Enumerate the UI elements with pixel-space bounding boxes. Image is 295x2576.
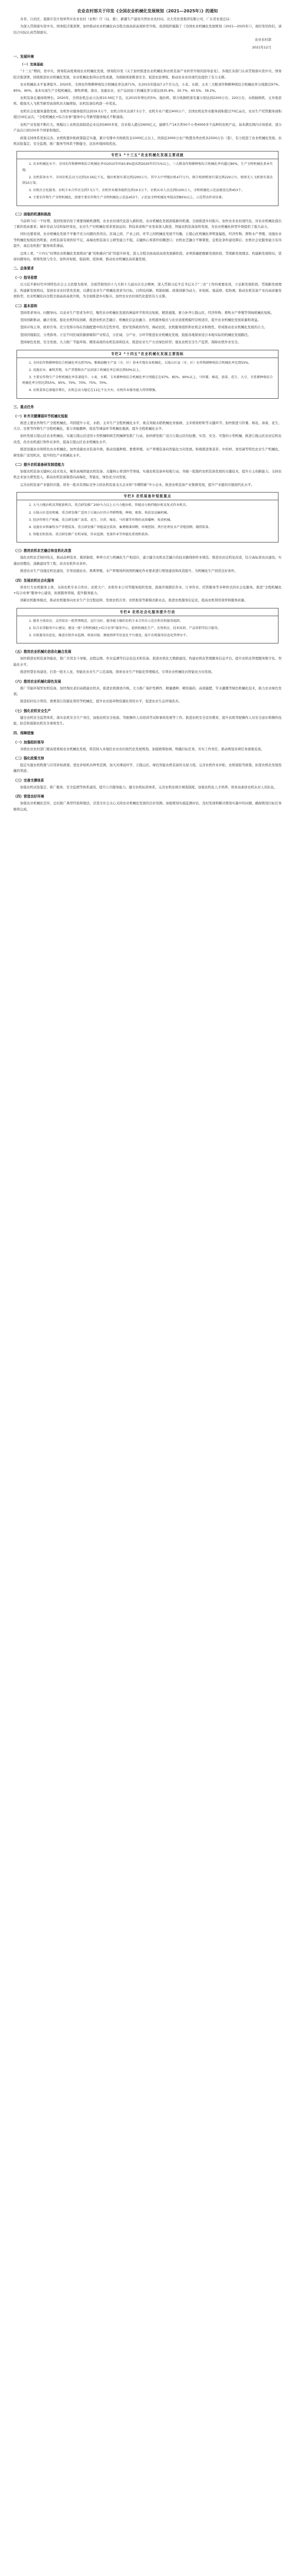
feature-box-paragraph: 3. 农机社会化服务。农机专业合作社达到7.5万个，农机作业服务组织达到19.5万个，农机从业人员达到5100万人，全程机械化示范县建设达到453个。	[29, 189, 244, 193]
body-paragraph: 农机社会化服务蓬勃发展。农机作业服务组织达到19.5万个，农机合作社达到7.5万个，农机专业户超过400万户，全国农机化作业服务面积超过70亿亩次，农业生产托管服务面积超过16亿亩次。“全程机械化+综合农事”服务中心等新型服务模式不断涌现。	[13, 109, 282, 120]
content-block-2	[13, 211, 282, 346]
body-paragraph: 加强农机装备关键核心技术攻关，聚焦高端智能农机装备、关键核心零部件等领域，实施农机装备补短板行动，突破一批制约农机装备发展的关键技术，提升自主创新能力。支持农机企业加大研发投入，推动农机装备制造向高端化、智能化、绿色化方向发展。	[13, 469, 282, 480]
intro-paragraph: 为深入贯彻落实党中央、国务院决策部署，加快推动农业机械化向全程全面高质高效转型升级，我部组织编制了《全国农业机械化发展规划（2021—2025年）》，现印发给你们，请结合实际认真贯彻落实。	[13, 24, 282, 35]
body-paragraph: 推进秸秆综合利用、畜禽粪污资源化利用等机械化，提升农业废弃物资源化利用水平，促进农业生态环境改善。	[20, 699, 182, 704]
feature-box-title: 专栏4 农机社会化服务提升行动	[17, 608, 278, 616]
feature-box-paragraph: 4. 设施农业和畜牧水产养殖装备。重点研发推广智能温室装备、畜禽精准饲喂、环境控制、粪污处理及水产养殖投喂、捕捞装备。	[29, 525, 212, 529]
body-paragraph: 同时也要看到，农业机械化发展不平衡不充分问题仍然突出。区域之间、产业之间、环节之间机械化发展不均衡，丘陵山区机械化率明显偏低，经济作物、畜牧水产养殖、设施农业等机械化短板依然明显；农机装备有效供给不足，高端农机装备自主研发能力不强，关键核心零部件依赖进口；农机农艺融合不够紧密，宜机化条件建设滞后；农机社会化服务能力有待提升，基层农机推广服务体系薄弱。	[13, 232, 282, 248]
document-title: 农业农村部关于印发《全国农业机械化发展规划（2021—2025年）》的通知	[77, 9, 218, 13]
section-heading: （三）完善支撑体系	[13, 778, 44, 783]
feature-box-title: 专栏1 “十三五”农业机械化发展主要成就	[17, 151, 278, 159]
section-heading: 四、保障措施	[13, 731, 34, 735]
feature-box	[17, 350, 278, 399]
section-heading: （六）推进农业机械化绿色发展	[13, 679, 61, 684]
body-paragraph: 总体上看，“十四五”时期农业机械化发展将由“量”的积累向“质”的提升转变，进入全程全面高质高效发展新阶段。必须准确把握新发展阶段、贯彻新发展理念、构建新发展格局，坚持问题导向，统筹发展与安全，加快补短板、强弱项、促协调，推动农业机械化高质量发展。	[13, 251, 282, 261]
body-paragraph: 推进主要农作物生产全程机械化。巩固提升小麦、水稻、玉米生产全程机械化水平，重点突破水稻机械化育插秧、玉米机收籽粒等关键环节。加快推进马铃薯、棉花、油菜、花生、大豆、甘蔗等作物生产全程机械化，着力突破播种、收获等薄弱环节机械化瓶颈，提升全程机械化水平。	[13, 420, 282, 431]
feature-box-paragraph: 3. 农机服务信息化。推进农机作业监测、供需对接、调度指挥等信息化平台建设，提升农机服务信息化管理水平。	[29, 634, 190, 638]
section-heading: （三）推进农机农艺融合和宜机化改造	[13, 549, 72, 553]
feature-box-paragraph: 2. 综合农事服务中心建设。建设一批“全程机械化+综合农事”服务中心，提供机械化生产、农资供应、技术培训、产品营销等综合服务。	[29, 626, 221, 630]
body-paragraph: 以习近平新时代中国特色社会主义思想为指导，全面贯彻党的十九大和十九届历次全会精神，深入贯彻习近平总书记关于“三农”工作的重要论述，立足新发展阶段、贯彻新发展理念、构建新发展格局，坚持农业农村优先发展，以满足农业生产机械化需求为目标，以科技创新、机制创新、政策创新为动力，补短板、强弱项、促协调，推动农机装备产业向高质量发展转型、农业机械化向全程全面高质高效升级，为全面推进乡村振兴、加快农业农村现代化提供有力支撑。	[13, 282, 282, 299]
body-paragraph: 坚持市场主导、政府引导。充分发挥市场在资源配置中的决定性作用，更好发挥政府作用，调动农民、农机服务组织和农机企业积极性，形成推动农业机械化发展的合力。	[20, 325, 268, 330]
body-paragraph: 培育壮大农机服务主体，支持农机专业合作社、农机大户、农机作业公司等服务组织发展，鼓励开展跨区作业、订单作业、托管服务等多种形式的社会化服务。推进“全程机械化+综合农事”服务中心建设，拓展服务领域，提升服务能力。	[13, 585, 282, 595]
feature-box-paragraph: 4. 主要农作物生产全程机械化。创建主要农作物生产全程机械化示范县453个，示范县全程机械化率提高到85%以上，示范带动作用显著。	[29, 196, 225, 200]
section-heading: （四）发展农机社会化服务	[13, 578, 55, 583]
section-heading: （一）加强组织领导	[13, 740, 44, 744]
body-paragraph: 坚持需求导向、问题导向。以农业生产需求为牵引，聚焦农业机械化发展的薄弱环节和突出短板，精准施策，着力补齐丘陵山区、经济作物、畜牧水产养殖等领域机械化短板。	[20, 310, 274, 315]
body-paragraph: 健全农机安全监管体系，落实农机安全生产责任，加强农机安全检验、驾驶操作人员培训考试和事故处理等工作。推进农机安全宣传教育，提升农机驾驶操作人员安全意识和操作技能，防范和遏制农机安全事故发生。	[13, 715, 282, 726]
body-paragraph: 农机产业发展不断壮大。规模以上农机装备制造企业达到1800多家，营业收入超过2600亿元，能够生产14大类50个小类4000多个品种的农机产品，基本满足国内市场需求，部分产品出口到150多个国家和地区。	[13, 122, 282, 133]
section-heading: 二、总体要求	[13, 266, 34, 271]
feature-box-paragraph: 5. 智能农机装备。重点研发推广农机导航、作业监测、变量作业等智能化系统和装备。	[29, 533, 151, 537]
section-heading: （二）提升农机装备研发制造能力	[13, 463, 64, 467]
intro-date: 2021年12月	[252, 45, 271, 49]
section-heading: 三、重点任务	[13, 404, 34, 409]
section-heading: （二）基本原则	[13, 303, 38, 308]
body-paragraph: 政策支持体系更加完善。农机购置补贴政策稳定实施，累计安排中央财政资金1000亿元以上，扶持近2000万农户购置各类农机具2500万台（套），有力促进了农业机械化发展。农机试验鉴定、安全监理、推广服务等体系不断健全，法治环境持续优化。	[13, 135, 282, 146]
body-paragraph: 推进智慧农场建设，打造一批无人化、智能化农业生产示范基地，探索农业生产智能化管理模式，引领农业机械化向智能化方向发展。	[20, 670, 215, 674]
body-paragraph: 加强农业机械化宣传，总结推广典型经验和做法，营造全社会关心支持农业机械化发展的良好氛围。加强规划实施监测评估，及时发现和解决规划实施中的问题，确保规划目标任务顺利完成。	[13, 801, 282, 811]
body-paragraph: 农机装备总量持续增长。2020年，全国农机总动力达到10.56亿千瓦，比2015年增长约5%。拖拉机、联合收割机保有量分别达到2200万台、220万台，水稻插秧机、玉米收获机、植保无人飞机等新型高效机具大幅增加，农机装备结构进一步优化。	[13, 96, 282, 106]
feature-box-paragraph: 1. 大马力拖拉机及其配套机具。重点研发推广200马力以上大马力拖拉机、智能动力换挡拖拉机及复式作业机具。	[29, 503, 189, 507]
intro-paragraph: 各省、自治区、直辖市及计划单列市农业农村（农牧）厅（局、委），新疆生产建设兵团农业农村局，北大荒农垦集团有限公司、广东省农垦总局：	[20, 17, 233, 21]
section-heading: （一）指导思想	[13, 276, 38, 280]
body-paragraph: “十三五”期间，党中央、国务院高度重视农业机械化发展，国务院印发《关于加快推进农业机械化和农机装备产业转型升级的指导意见》，各地区各部门认真贯彻落实党中央、国务院决策部署，持续推进农业机械化发展，农业机械化取得历史性成就，为保障国家粮食安全、促进农民增收、推动农业农村现代化提供了有力支撑。	[13, 69, 282, 79]
section-heading: （一）补齐关键薄弱环节机械化短板	[13, 414, 68, 418]
body-paragraph: 农业机械化水平显著提升。2020年，全国农作物耕种收综合机械化率达到71%，比2015年提高7.2个百分点，小麦、水稻、玉米三大粮食作物耕种收综合机械化率分别超过97%、85%、90%，基本实现生产全程机械化。畜牧养殖、渔业、设施农业、农产品初加工机械化率分别达到35.8%、30.7%、40.5%、39.2%。	[13, 82, 282, 93]
feature-box-title: 专栏3 农机装备补短板重点	[17, 493, 278, 500]
feature-box-body	[17, 616, 278, 643]
subsection-heading: （一）发展基础	[20, 62, 43, 67]
section-heading: （五）推进农业机械化信息化融合发展	[13, 650, 72, 654]
body-paragraph: 强化农机农艺协同攻关，推动品种选育、栽培制度、种养方式与机械化生产相适应，建立健全农机农艺融合的技术路线和作业规范。推进农田宜机化改造，结合高标准农田建设，实施田块整治、道路建设等工程，改善农机作业条件。	[13, 555, 282, 566]
feature-box-paragraph: 4. 农机装备总量稳步增长，农机总动力稳定在11亿千瓦左右，农机作业服务能力持续增强。	[29, 388, 158, 393]
body-paragraph: 加快发展丘陵山区农业机械化。实施丘陵山区适用小型机械和园艺机械研发推广行动，加快研发推广适合丘陵山区的轻便、实用、安全、可靠的小型机械，推进丘陵山区农田宜机化改造，改善农机通行和作业条件，提高丘陵山区农业机械化水平。	[13, 434, 282, 444]
feature-box-paragraph: 2. 设施农业、畜牧养殖、水产养殖和农产品初加工机械化率总体达到50%以上。	[29, 368, 142, 372]
content-block-4	[13, 548, 282, 603]
feature-box-paragraph: 3. 主要农作物生产全程机械化率显著提升，小麦、水稻、玉米耕种收综合机械化率分别稳定在97%、85%、90%以上，马铃薯、棉花、油菜、花生、大豆、甘蔗耕种收综合机械化率分别达到55%、95%、70%、70%、75%、70%。	[22, 376, 273, 385]
section-heading: （四）营造良好环境	[13, 794, 44, 799]
body-paragraph: 创新农机服务模式，推动农机服务向农业生产全过程延伸，发展农机共享、农机租赁等新模式新业态，推进农机服务信息化，提高农机利用效率和服务质量。	[20, 598, 248, 603]
feature-box-paragraph: 1. 农业机械化水平。全国农作物耕种收综合机械化率由2015年的63.8%提高到2020年的71%以上，三大粮食作物耕种收综合机械化率均超过80%，生产全程机械化基本实现。	[22, 162, 273, 172]
body-paragraph: 稳定实施农机购置与应用补贴政策，优化补贴机具种类范围，加大对薄弱环节、丘陵山区、绿色智能农机装备的支持力度。完善农机作业补贴、农机保险等政策，拓宽农机化发展投融资渠道。	[13, 763, 282, 773]
feature-box-body	[17, 500, 278, 542]
body-paragraph: 完善农机装备产业链供应链，培育一批具有国际竞争力的农机装备龙头企业和“专精特新”中小企业，推进农机装备产业集群发展，提升产业链供应链现代化水平。	[20, 482, 254, 487]
feature-box-paragraph: 2. 丘陵山区适用机械。重点研发推广适用于丘陵山区的小型耕整地、种植、植保、收获及运输机械。	[29, 511, 170, 515]
body-paragraph: 坚持绿色发展、安全发展。大力推广节能环保、精准高效的农机装备和技术，推进农业生产方式绿色转型；强化农机安全生产监管，保障农机作业安全。	[20, 340, 241, 345]
body-paragraph: 当前和今后一个时期，我国发展仍处于重要战略机遇期，农业农村现代化进入新阶段，农业机械化发展面临新的机遇。全面推进乡村振兴、加快农业农村现代化，对农业机械化提出了新的更高要求；城乡劳动力结构加快变化，农业生产对机械化需求更加迫切；科技革命和产业变革深入推进，智能农机装备加快发展，为农业机械化转型升级提供了强大动力。	[13, 218, 282, 229]
body-paragraph: 坚持创新驱动、融合发展。强化农机科技创新，推进农机农艺融合、机械化信息化融合、农机服务模式与农业适度规模经营相适应，提升农业机械化发展质量和效益。	[20, 318, 261, 322]
body-paragraph: 加快推进农机装备智能化，推广应用北斗导航、远程运维、作业监测等信息化技术和装备。推进农机化大数据建设，构建农机化管理服务信息平台，提升农机化管理服务数字化、智能化水平。	[13, 656, 282, 667]
body-paragraph: 各级农业农村部门要高度重视农业机械化发展，将其纳入本地区农业农村现代化发展规划，加强统筹协调，明确目标任务，压实工作责任，推动规划各项任务落地见效。	[20, 747, 264, 751]
intro-block	[13, 16, 282, 50]
feature-box	[17, 492, 278, 543]
feature-box-title: 专栏2 “十四五”农业机械化发展主要指标	[17, 350, 278, 358]
feature-box	[17, 151, 278, 206]
section-heading: （二）强化政策支持	[13, 756, 44, 761]
feature-box-paragraph: 3. 经济作物生产机械。重点研发推广油菜、花生、甘蔗、棉花、马铃薯等作物的高效播种、收获机械。	[29, 518, 174, 522]
section-heading: 一、发展环境	[13, 55, 34, 59]
feature-box-body	[17, 358, 278, 398]
feature-box-body	[17, 159, 278, 205]
content-block-3	[13, 404, 282, 488]
body-paragraph: 坚持因地制宜、分类指导。立足不同区域资源禀赋和产业特点，分区域、分产业、分环节推进农业机械化发展，鼓励各地探索适合本地实际的机械化发展路径。	[20, 332, 251, 337]
feature-box-paragraph: 2. 农机装备水平。全国农机总动力达到10.56亿千瓦，拖拉机保有量达到2200万台，其中大中型拖拉机477万台，联合收割机保有量达到220万台，植保无人飞机保有量达到10万架。	[22, 175, 273, 185]
section-heading: （七）强化农机安全生产	[13, 708, 51, 713]
feature-box-paragraph: 1. 服务主体培育。支持培育一批管理规范、运行良好、服务能力强的农机专业合作社示范社和农机服务组织。	[29, 619, 183, 623]
body-paragraph: 推广节能环保型农机装备，加快淘汰老旧高耗能农机具，推进农机排放升级。大力推广保护性耕作、精量播种、精准施药、高效施肥、节水灌溉等绿色机械化技术，助力农业绿色发展。	[13, 686, 282, 696]
content-block-5	[13, 649, 282, 812]
feature-box-paragraph: 1. 全国农作物耕种收综合机械化率达到75%，粮棉油糖主产县（市、区）基本实现农业机械化，丘陵山区县（市、区）农作物耕种收综合机械化率达到55%。	[29, 361, 252, 365]
section-heading: （二）面临的机遇和挑战	[13, 212, 51, 216]
body-paragraph: 推进农业生产设施宜机化建设，引导设施农业、畜禽养殖、水产养殖场所按照机械化作业要求进行规划建设和改造提升，为机械化生产创造良好条件。	[20, 569, 238, 573]
feature-box	[17, 608, 278, 644]
body-paragraph: 推进设施农业和特色农业机械化。加快设施农业装备升级，推动设施种植、畜禽养殖、水产养殖装备向智能化方向发展。积极推进果菜茶、中药材、食用菌等特色农业生产机械化，研发推广适用机具，提升特色产业机械化水平。	[13, 447, 282, 457]
intro-signature: 农业农村部	[255, 38, 271, 42]
body-paragraph: 加强农机试验鉴定、推广服务、安全监理等体系建设，提升公共服务能力。健全农机标准体系，完善农机化统计调查制度。加强农机化人才培养，培育高素质农机从业人员队伍。	[20, 785, 277, 789]
